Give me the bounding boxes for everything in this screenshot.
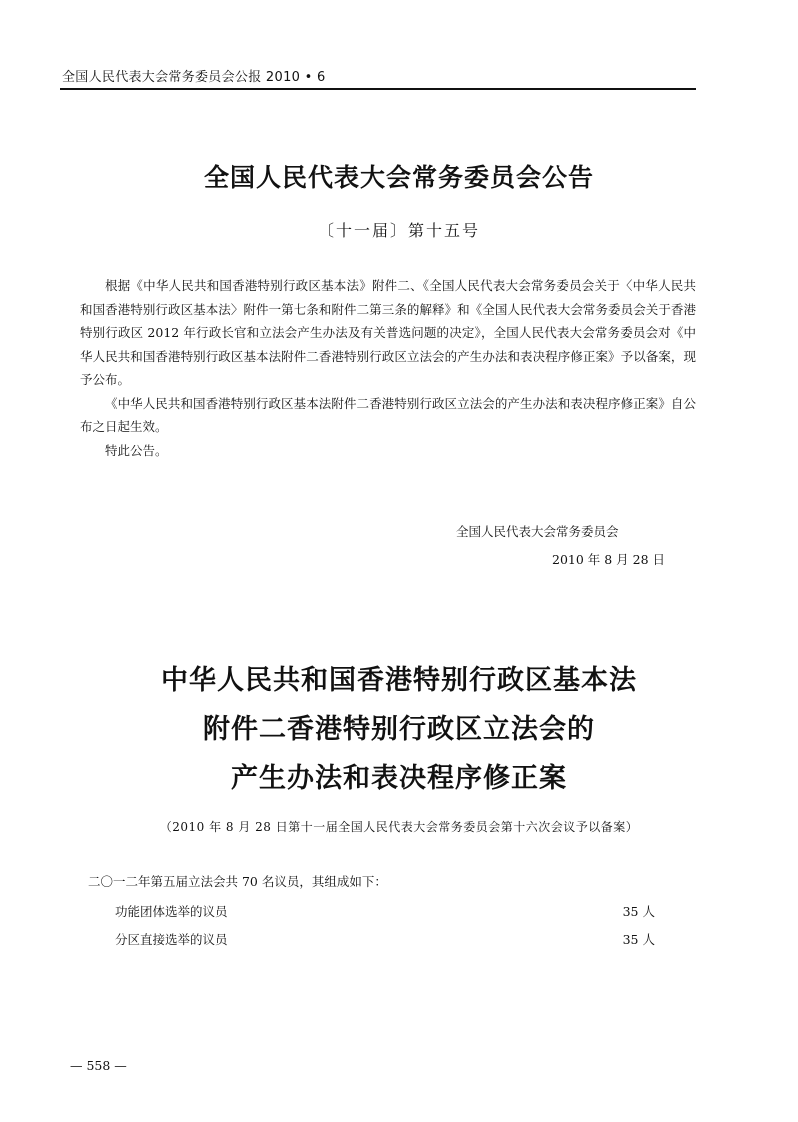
- amendment-title-line1: 中华人民共和国香港特别行政区基本法: [161, 665, 637, 696]
- page-number: — 558 —: [70, 1058, 127, 1073]
- row-label: 分区直接选举的议员: [115, 932, 228, 947]
- amendment-title-line2: 附件二香港特别行政区立法会的: [203, 714, 595, 745]
- body-paragraph: 《中华人民共和国香港特别行政区基本法附件二香港特别行政区立法会的产生办法和表决程序修正案》自公布之日起生效。: [80, 395, 696, 434]
- body-paragraph: 根据《中华人民共和国香港特别行政区基本法》附件二、《全国人民代表大会常务委员会关于〈中华人民共和国香港特别行政区基本法〉附件一第七条和附件二第三条的解释》和《全国人民代表大会常务委员会关于香港特别行政区 2012 年行政长官和立法会产生办法及有关普选问题的决定》，全国人民代表大会常务委员会对《中华人民共和国香港特别行政区基本法附件二香港特别行政区立法会的产生办法和表决程序修正案》予以备案，现予公布。: [80, 278, 696, 387]
- announcement-title: 全国人民代表大会常务委员会公告: [203, 163, 594, 192]
- row-value: 35 人: [622, 932, 655, 947]
- signature-date: 2010 年 8 月 28 日: [552, 552, 666, 567]
- announcement-body: [80, 274, 696, 462]
- body-paragraph: 特此公告。: [105, 442, 168, 458]
- filing-note: （2010 年 8 月 28 日第十一届全国人民代表大会常务委员会第十六次会议予以备案）: [159, 820, 639, 834]
- composition-intro: 二〇一二年第五届立法会共 70 名议员，其组成如下：: [88, 874, 387, 889]
- journal-header: 全国人民代表大会常务委员会公报 2010 • 6: [62, 70, 326, 85]
- amendment-title-line3: 产生办法和表决程序修正案: [231, 763, 567, 794]
- row-value: 35 人: [622, 904, 655, 919]
- header-rule: [60, 88, 696, 90]
- signature-org: 全国人民代表大会常务委员会: [456, 524, 619, 539]
- row-label: 功能团体选举的议员: [115, 904, 228, 919]
- announcement-issue: 〔十一届〕第十五号: [317, 221, 480, 240]
